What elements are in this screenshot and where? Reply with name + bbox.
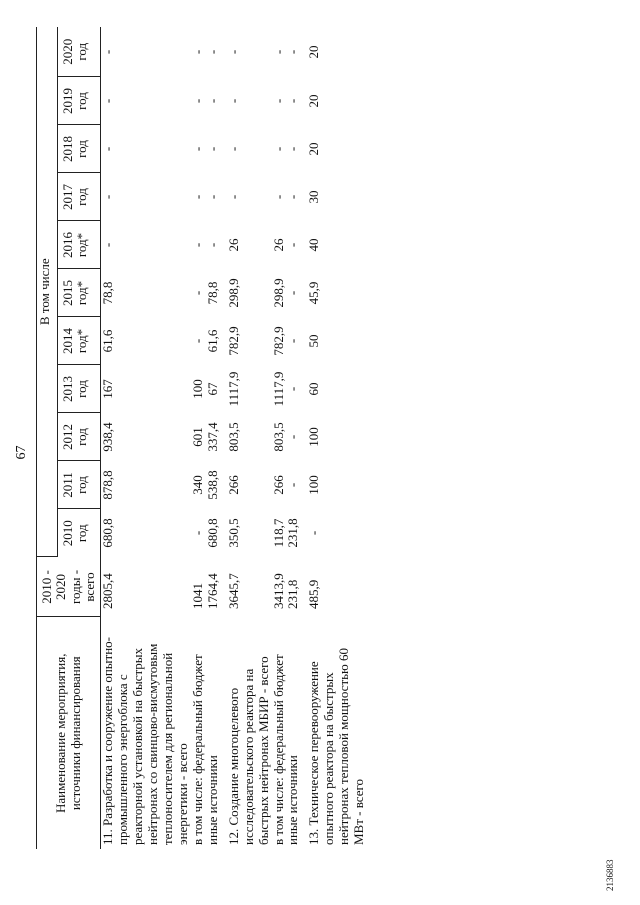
cell-2016: 26 (270, 238, 286, 252)
table-row (272, 27, 287, 849)
row-total: 231,8 (285, 579, 301, 609)
table-row (227, 27, 272, 849)
header-total: 2010 - 2020 годы - всего (37, 557, 101, 617)
row-name: иные источники (204, 755, 220, 845)
cell-2011: - (285, 482, 301, 488)
cell-2010: 680,8 (204, 518, 220, 548)
cell-2012: 938,4 (100, 422, 116, 452)
table-row (191, 27, 206, 849)
cell-2018: - (189, 146, 205, 152)
cell-2018: - (270, 146, 286, 152)
table-header (37, 27, 101, 849)
table-row (206, 27, 227, 849)
cell-2017: - (285, 194, 301, 200)
cell-2016: - (204, 242, 220, 248)
cell-2017: - (189, 194, 205, 200)
row-name: 11. Разработка и сооружение опытно-промышленного энергоблока с реакторной установкой на быстрых нейтронах со свинцово-висмутовым теплоносителем для региональной энергетики - всего (100, 637, 190, 845)
cell-2017: 30 (306, 190, 322, 204)
cell-2018: - (285, 146, 301, 152)
cell-2020: - (270, 49, 286, 55)
header-year-2012: 2012 год (57, 413, 100, 461)
cell-2019: - (225, 98, 241, 104)
cell-2018: - (225, 146, 241, 152)
cell-2014: 50 (306, 334, 322, 348)
row-name: в том числе: федеральный бюджет (270, 654, 286, 845)
table-row (101, 27, 191, 849)
cell-2016: - (100, 242, 116, 248)
row-total: 485,9 (306, 579, 322, 609)
cell-2015: 298,9 (225, 278, 241, 308)
cell-2010: 231,8 (285, 518, 301, 548)
cell-2010: 118,7 (270, 518, 286, 548)
cell-2014: 782,9 (225, 326, 241, 356)
cell-2017: - (225, 194, 241, 200)
cell-2016: - (285, 242, 301, 248)
cell-2019: - (204, 98, 220, 104)
cell-2013: 67 (204, 382, 220, 396)
row-name: 12. Создание многоцелевого исследовательского реактора на быстрых нейтронах МБИР - всего (225, 656, 271, 845)
cell-2019: 20 (306, 94, 322, 108)
cell-2016: 40 (306, 238, 322, 252)
cell-2011: 340 (189, 475, 205, 495)
row-name: в том числе: федеральный бюджет (189, 654, 205, 845)
header-year-2017: 2017 год (57, 173, 100, 221)
cell-2015: - (189, 290, 205, 296)
cell-2014: 61,6 (100, 329, 116, 353)
document-code: 2136883 (605, 859, 615, 891)
row-name: иные источники (285, 755, 301, 845)
cell-2012: 803,5 (225, 422, 241, 452)
cell-2013: - (285, 386, 301, 392)
cell-2020: - (225, 49, 241, 55)
cell-2020: - (285, 49, 301, 55)
row-total: 1041 (189, 583, 205, 609)
cell-2017: - (100, 194, 116, 200)
header-year-2015: 2015 год* (57, 269, 100, 317)
row-total: 1764,4 (204, 573, 220, 609)
header-name: Наименование мероприятия, источники финансирования (37, 617, 101, 849)
cell-2015: 45,9 (306, 281, 322, 305)
cell-2012: - (285, 434, 301, 440)
cell-2011: 878,8 (100, 470, 116, 500)
cell-2019: - (285, 98, 301, 104)
cell-2019: - (189, 98, 205, 104)
cell-2010: 350,5 (225, 518, 241, 548)
cell-2011: 266 (225, 475, 241, 495)
cell-2012: 100 (306, 427, 322, 447)
cell-2012: 337,4 (204, 422, 220, 452)
row-total: 3413,9 (270, 573, 286, 609)
cell-2013: 1117,9 (270, 371, 286, 407)
cell-2019: - (270, 98, 286, 104)
header-year-2013: 2013 год (57, 365, 100, 413)
header-year-2011: 2011 год (57, 461, 100, 509)
row-total: 3645,7 (225, 573, 241, 609)
cell-2015: - (285, 290, 301, 296)
cell-2018: 20 (306, 142, 322, 156)
cell-2013: 100 (189, 379, 205, 399)
cell-2011: 538,8 (204, 470, 220, 500)
cell-2014: - (285, 338, 301, 344)
cell-2012: 803,5 (270, 422, 286, 452)
row-name: 13. Техническое перевооружение опытного реактора на быстрых нейтронах тепловой мощностью 60 МВт - всего (306, 647, 367, 845)
cell-2017: - (204, 194, 220, 200)
financing-table (36, 27, 367, 849)
cell-2020: - (204, 49, 220, 55)
cell-2013: 1117,9 (225, 371, 241, 407)
cell-2010: 680,8 (100, 518, 116, 548)
cell-2015: 298,9 (270, 278, 286, 308)
cell-2011: 100 (306, 475, 322, 495)
header-year-2016: 2016 год* (57, 221, 100, 269)
cell-2015: 78,8 (100, 281, 116, 305)
cell-2010: - (189, 530, 205, 536)
header-year-2020: 2020 год (57, 27, 100, 77)
cell-2010: - (306, 530, 322, 536)
cell-2020: - (100, 49, 116, 55)
cell-2011: 266 (270, 475, 286, 495)
cell-2015: 78,8 (204, 281, 220, 305)
header-year-2018: 2018 год (57, 125, 100, 173)
header-year-2019: 2019 год (57, 77, 100, 125)
table-row (307, 27, 367, 849)
cell-2018: - (100, 146, 116, 152)
table-row (286, 27, 307, 849)
cell-2012: 601 (189, 427, 205, 447)
cell-2020: - (189, 49, 205, 55)
cell-2014: 782,9 (270, 326, 286, 356)
cell-2013: 167 (100, 379, 116, 399)
cell-2020: 20 (306, 45, 322, 59)
cell-2017: - (270, 194, 286, 200)
page-number: 67 (14, 445, 29, 460)
header-group: В том числе (37, 27, 58, 557)
row-total: 2805,4 (100, 573, 116, 609)
cell-2018: - (204, 146, 220, 152)
header-year-2010: 2010 год (57, 509, 100, 557)
cell-2013: 60 (306, 382, 322, 396)
header-year-2014: 2014 год* (57, 317, 100, 365)
cell-2016: 26 (225, 238, 241, 252)
cell-2014: 61,6 (204, 329, 220, 353)
cell-2014: - (189, 338, 205, 344)
cell-2016: - (189, 242, 205, 248)
cell-2019: - (100, 98, 116, 104)
